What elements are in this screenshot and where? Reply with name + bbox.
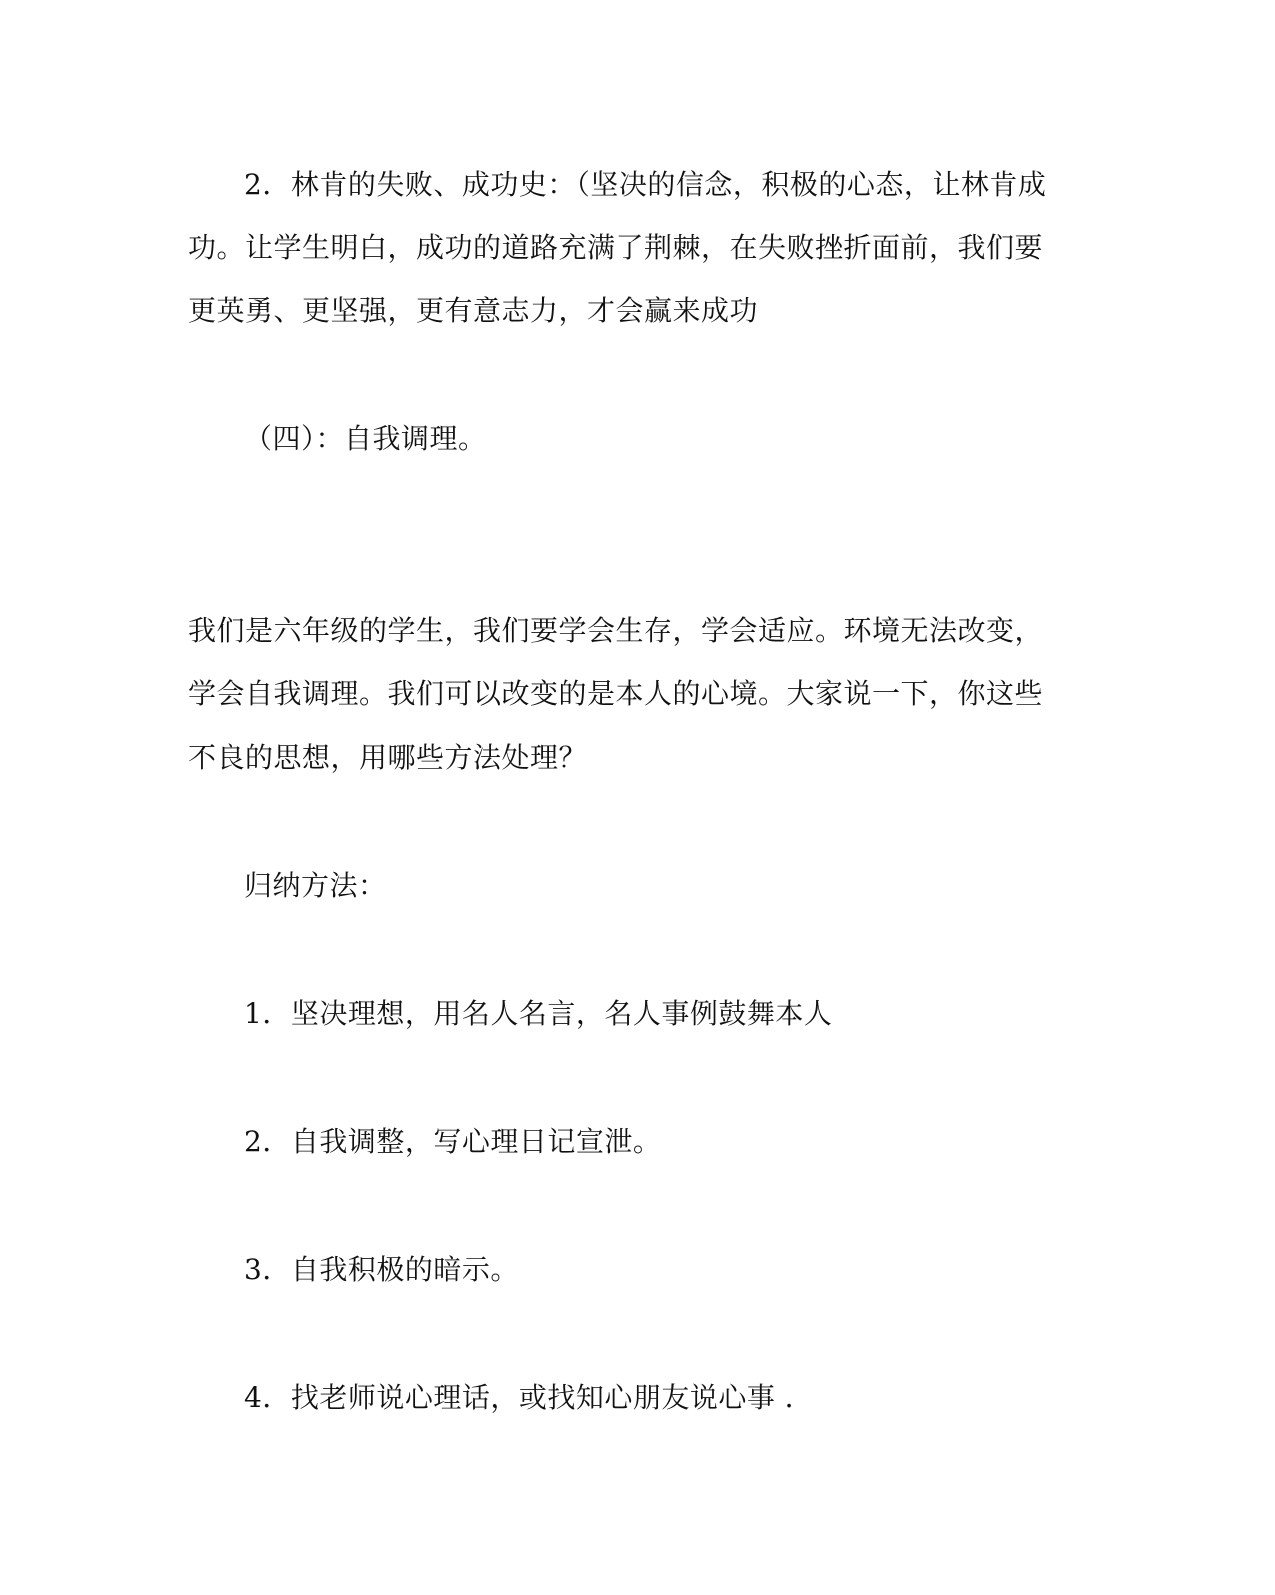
- text-line: 功。让学生明白，成功的道路充满了荆棘，在失败挫折面前，我们要: [188, 231, 1044, 264]
- list-item: 4．找老师说心理话，或找知心朋友说心事 ．: [244, 1381, 814, 1414]
- list-item: 3．自我积极的暗示。: [244, 1253, 519, 1286]
- text-line: 2．林肯的失败、成功史：（坚决的信念，积极的心态，让林肯成: [244, 168, 1047, 201]
- text-line: 不良的思想，用哪些方法处理？: [188, 741, 588, 774]
- text-line: 我们是六年级的学生，我们要学会生存，学会适应。环境无法改变，: [188, 614, 1044, 647]
- list-item: 2．自我调整，写心理日记宣泄。: [244, 1125, 662, 1158]
- text-line: 学会自我调理。我们可以改变的是本人的心境。大家说一下，你这些: [188, 677, 1044, 710]
- heading-line: （四）：自我调理。: [244, 422, 487, 455]
- list-item: 1．坚决理想，用名人名言，名人事例鼓舞本人: [244, 997, 833, 1030]
- text-line: 更英勇、更坚强，更有意志力，才会赢来成功: [188, 294, 759, 327]
- heading-line: 归纳方法：: [244, 869, 387, 902]
